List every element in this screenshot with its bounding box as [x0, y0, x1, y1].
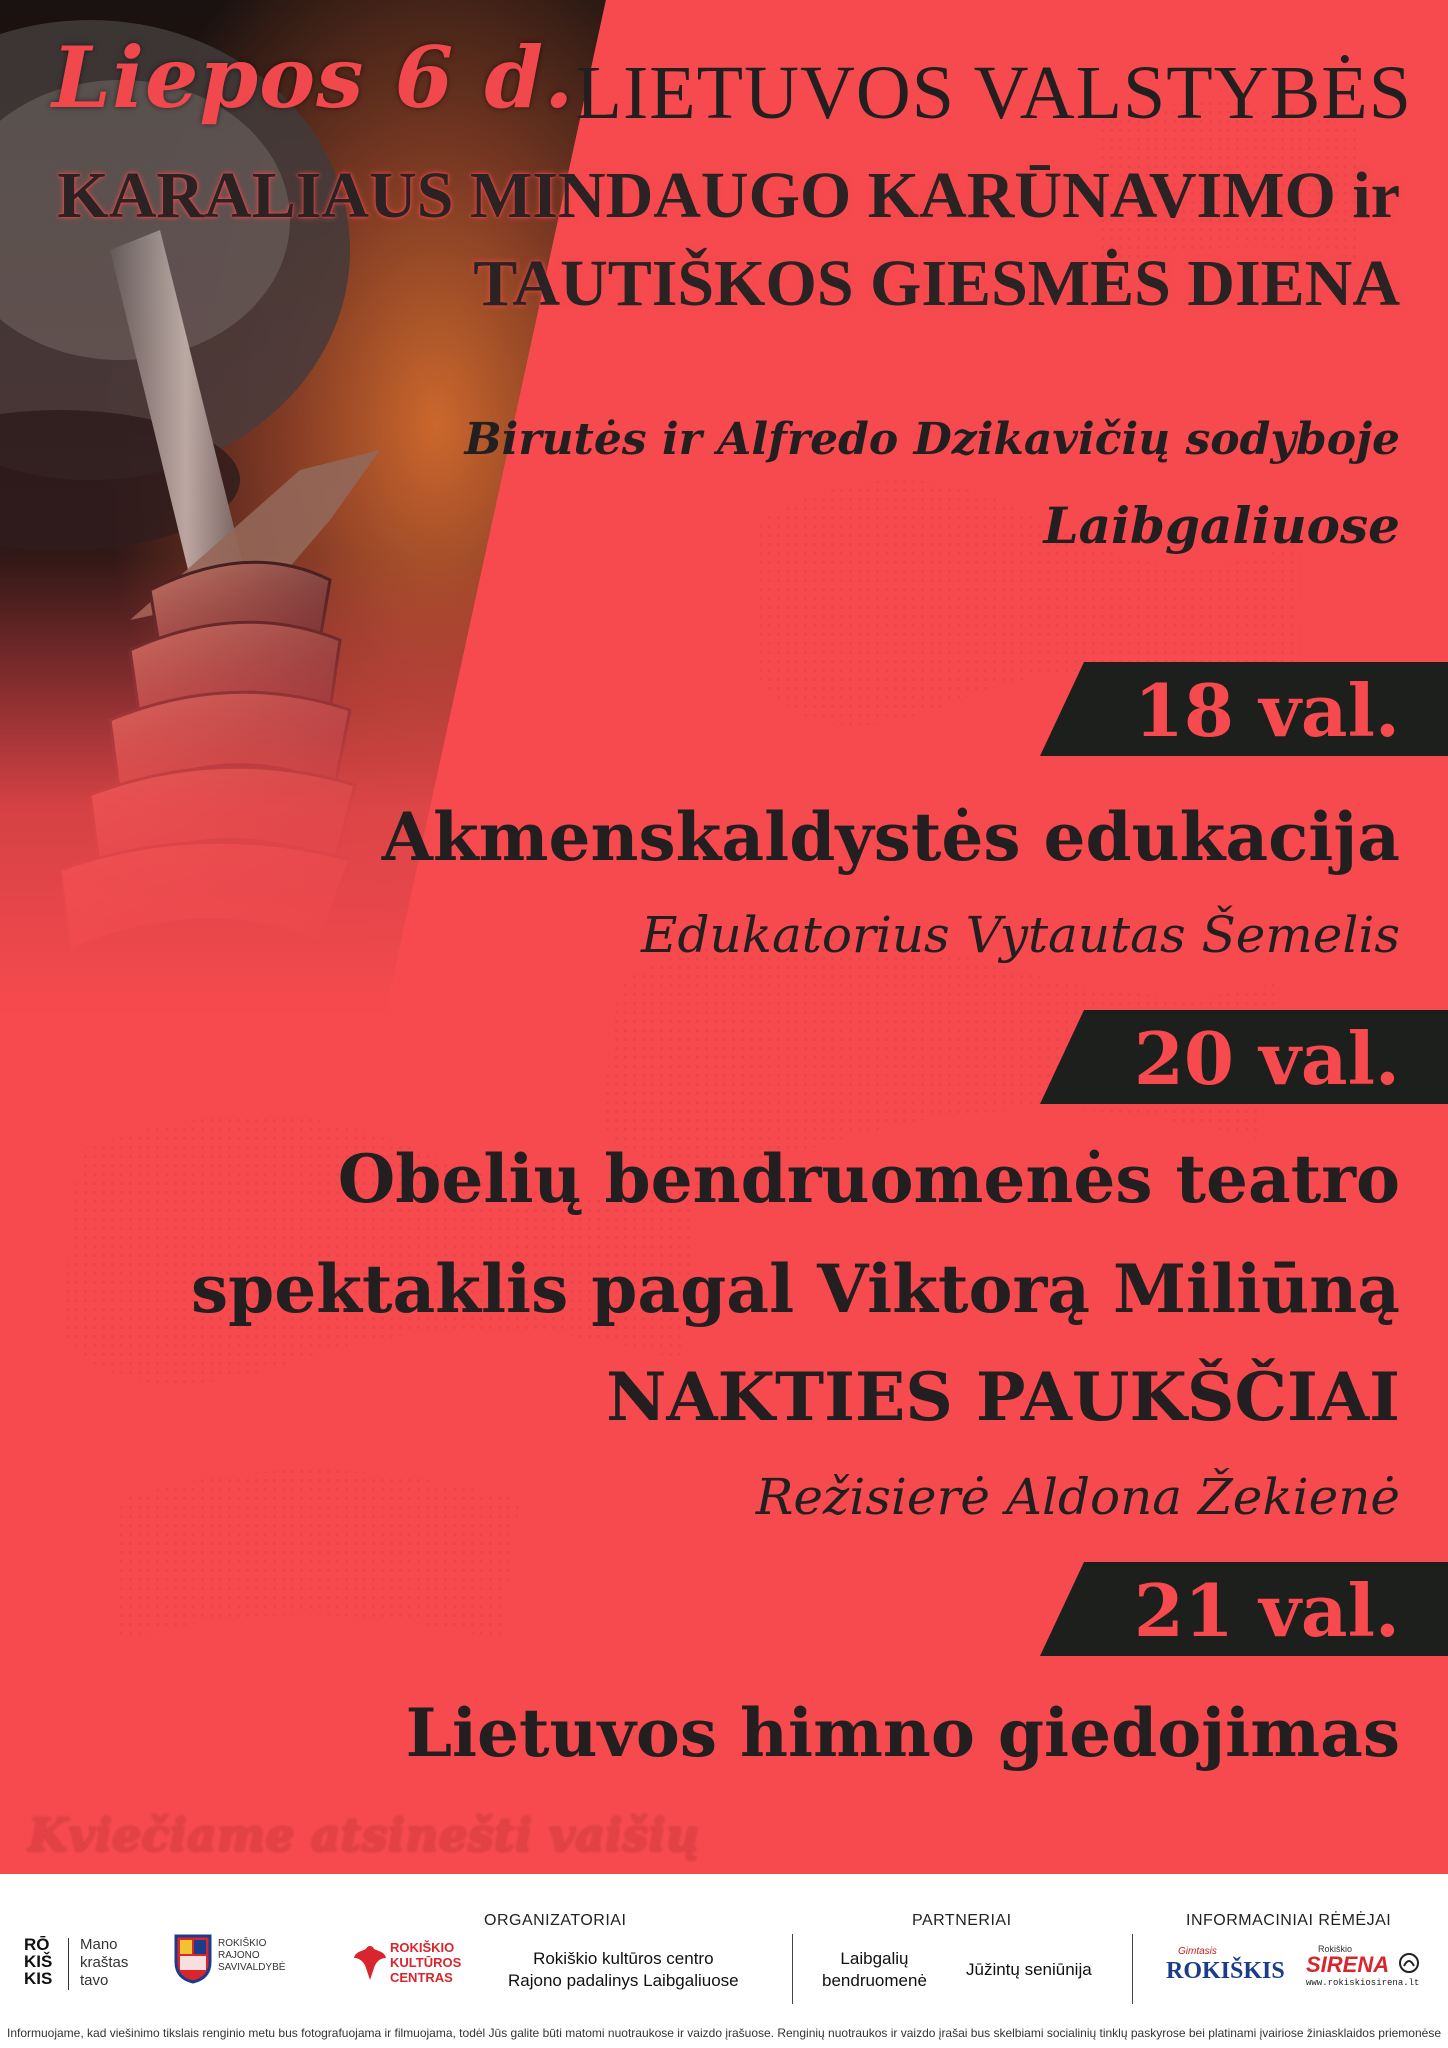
- sponsors-footer: [0, 1874, 1448, 2048]
- location-line-2: Laibgaliuose: [1043, 496, 1400, 555]
- partner-line: Laibgalių: [840, 1949, 909, 1968]
- slogan-line: Mano: [80, 1936, 118, 1953]
- sirena-url: www.rokiskiosirena.lt: [1306, 1978, 1420, 1988]
- sirena-logo: SIRENA: [1306, 1952, 1390, 1977]
- event-title: Lietuvos himno giedojimas: [405, 1694, 1400, 1772]
- title-line-2: KARALIAUS MINDAUGO KARŪNAVIMO ir: [57, 159, 1400, 232]
- kulturos-line: CENTRAS: [390, 1970, 453, 1985]
- event-title: Obelių bendruomenės teatro: [337, 1140, 1400, 1218]
- savivaldybe-line: SAVIVALDYBĖ: [218, 1962, 286, 1973]
- kulturos-line: ROKIŠKIO: [390, 1940, 455, 1955]
- logo-letters: KIS: [24, 1969, 53, 1988]
- mano-krastas-tavo: [80, 1936, 128, 1990]
- partner-laibgaliu: [822, 1948, 927, 1992]
- event-subtitle: Edukatorius Vytautas Šemelis: [640, 906, 1400, 964]
- invite-text: Kviečiame atsinešti vaišių: [28, 1808, 700, 1862]
- partner-juzintu: Jūžintų seniūnija: [966, 1960, 1092, 1979]
- event-time: 18 val.: [1133, 668, 1400, 753]
- sirena-mark-icon: [1398, 1952, 1420, 1974]
- partners-label: PARTNERIAI: [912, 1912, 1012, 1929]
- organizer-line: Rajono padalinys Laibgaliuose: [508, 1971, 739, 1990]
- organizer-line: Rokiškio kultūros centro: [533, 1949, 714, 1968]
- gimtasis-small: Gimtasis: [1178, 1946, 1217, 1957]
- footer-divider: [792, 1934, 793, 2004]
- photo-disclaimer: Informuojame, kad viešinimo tikslais renginio metu bus fotografuojama ir filmuojama, todėl Jūs galite būti matomi nuotraukose ir vaizdo įrašuose. Renginių nuotraukos ir vaizdo įrašai bus skelbiami socialinių tinklų paskyrose bei platinami įvairiose žiniasklaidos priemonėse: [6, 2026, 1442, 2040]
- slogan-line: kraštas: [80, 1954, 129, 1971]
- media-label: INFORMACINIAI RĖMĖJAI: [1186, 1912, 1392, 1929]
- location-line-1: Birutės ir Alfredo Dzikavičių sodyboje: [464, 414, 1400, 465]
- gimtasis-rokiskis-logo: ROKIŠKIS: [1166, 1958, 1285, 1984]
- angel-logo-icon: [352, 1942, 388, 1982]
- partner-line: bendruomenė: [822, 1971, 927, 1990]
- coat-of-arms-icon: [174, 1934, 212, 1984]
- kulturos-line: KULTŪROS: [390, 1955, 462, 1970]
- savivaldybe-line: ROKIŠKIO: [218, 1938, 267, 1949]
- savivaldybe-text: [218, 1938, 285, 1974]
- event-title: NAKTIES PAUKŠČIAI: [606, 1358, 1400, 1436]
- event-title: spektaklis pagal Viktorą Miliūną: [190, 1250, 1400, 1328]
- kulturos-centras-logo: [390, 1940, 461, 1985]
- sirena-small: Rokiškio: [1318, 1944, 1353, 1954]
- footer-divider: [1132, 1934, 1133, 2004]
- event-subtitle: Režisierė Aldona Žekienė: [755, 1468, 1400, 1526]
- organizers-label: ORGANIZATORIAI: [484, 1912, 627, 1929]
- title-line-1: LIETUVOS VALSTYBĖS: [575, 51, 1412, 135]
- logo-letters: RŌ: [24, 1935, 50, 1954]
- slogan-line: tavo: [80, 1972, 109, 1989]
- organizer-text: [508, 1948, 739, 1992]
- event-title: Akmenskaldystės edukacija: [381, 798, 1400, 876]
- event-time: 20 val.: [1133, 1016, 1400, 1101]
- savivaldybe-line: RAJONO: [218, 1950, 260, 1961]
- logo-letters: KIŠ: [24, 1952, 53, 1971]
- logo-divider: [68, 1938, 69, 1990]
- event-time: 21 val.: [1133, 1568, 1400, 1653]
- rokiskis-brand-logo: [24, 1936, 52, 1987]
- title-line-3: TAUTIŠKOS GIESMĖS DIENA: [473, 247, 1400, 320]
- event-date: Liepos 6 d.: [52, 28, 575, 127]
